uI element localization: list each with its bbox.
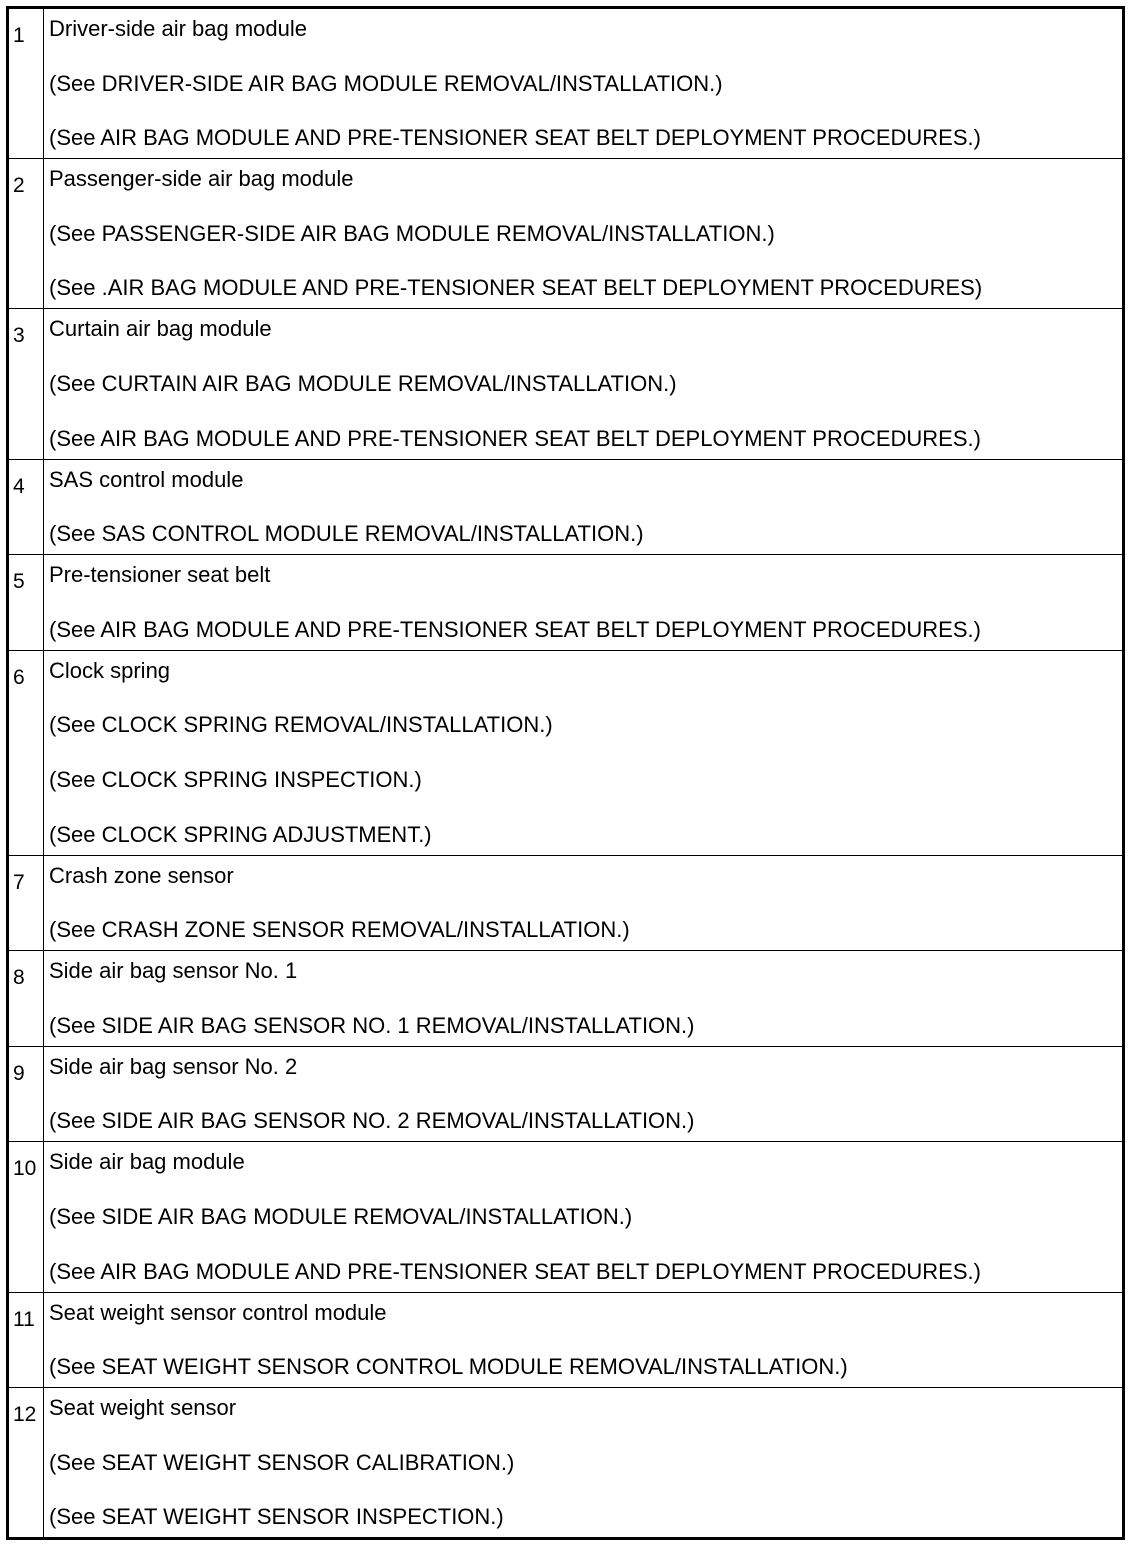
row-number: 2 [8, 159, 44, 309]
table-body [8, 8, 1124, 1539]
component-name: Curtain air bag module [49, 316, 272, 342]
reference-link[interactable]: (See AIR BAG MODULE AND PRE-TENSIONER SEAT BELT DEPLOYMENT PROCEDURES.) [49, 425, 981, 451]
component-name: Seat weight sensor control module [49, 1299, 387, 1325]
component-name: Side air bag sensor No. 1 [49, 958, 298, 984]
component-name: Seat weight sensor [49, 1395, 237, 1421]
row-number: 7 [8, 855, 44, 951]
row-content [44, 1046, 1124, 1142]
component-name: Crash zone sensor [49, 862, 234, 888]
reference-link[interactable]: (See SEAT WEIGHT SENSOR INSPECTION.) [49, 1504, 504, 1530]
row-number: 3 [8, 309, 44, 459]
row-content [44, 159, 1124, 309]
row-content [44, 1388, 1124, 1539]
row-number: 4 [8, 459, 44, 555]
reference-link[interactable]: (See AIR BAG MODULE AND PRE-TENSIONER SEAT BELT DEPLOYMENT PROCEDURES.) [49, 616, 981, 642]
row-number: 8 [8, 951, 44, 1047]
table-row [8, 1388, 1124, 1539]
row-content [44, 459, 1124, 555]
row-number: 5 [8, 555, 44, 651]
component-name: Passenger-side air bag module [49, 166, 354, 192]
row-number: 10 [8, 1142, 44, 1292]
component-name: Pre-tensioner seat belt [49, 562, 271, 588]
row-content [44, 8, 1124, 159]
table-row [8, 459, 1124, 555]
reference-link[interactable]: (See AIR BAG MODULE AND PRE-TENSIONER SEAT BELT DEPLOYMENT PROCEDURES.) [49, 125, 981, 151]
reference-link[interactable]: (See SIDE AIR BAG MODULE REMOVAL/INSTALLATION.) [49, 1203, 633, 1229]
reference-link[interactable]: (See CURTAIN AIR BAG MODULE REMOVAL/INSTALLATION.) [49, 370, 677, 396]
component-name: Driver-side air bag module [49, 16, 307, 41]
row-content [44, 1292, 1124, 1388]
table-row [8, 8, 1124, 159]
reference-link[interactable]: (See CLOCK SPRING REMOVAL/INSTALLATION.) [49, 712, 553, 738]
component-name: Side air bag module [49, 1149, 245, 1175]
table-row [8, 309, 1124, 459]
row-number: 6 [8, 650, 44, 855]
row-content [44, 650, 1124, 855]
row-number: 9 [8, 1046, 44, 1142]
table-row [8, 951, 1124, 1047]
reference-link[interactable]: (See CRASH ZONE SENSOR REMOVAL/INSTALLATION.) [49, 917, 630, 943]
row-content [44, 855, 1124, 951]
reference-link[interactable]: (See SAS CONTROL MODULE REMOVAL/INSTALLATION.) [49, 521, 644, 547]
component-reference-table [6, 6, 1125, 1540]
row-content [44, 309, 1124, 459]
component-name: Clock spring [49, 657, 171, 683]
row-number: 11 [8, 1292, 44, 1388]
reference-link[interactable]: (See CLOCK SPRING ADJUSTMENT.) [49, 821, 432, 847]
reference-link[interactable]: (See CLOCK SPRING INSPECTION.) [49, 766, 422, 792]
reference-link[interactable]: (See SEAT WEIGHT SENSOR CONTROL MODULE REMOVAL/INSTALLATION.) [49, 1354, 848, 1380]
reference-link[interactable]: (See SEAT WEIGHT SENSOR CALIBRATION.) [49, 1449, 515, 1475]
table-row [8, 1142, 1124, 1292]
row-content [44, 951, 1124, 1047]
component-name: Side air bag sensor No. 2 [49, 1053, 298, 1079]
row-content [44, 1142, 1124, 1292]
row-number: 1 [8, 8, 44, 159]
reference-link[interactable]: (See SIDE AIR BAG SENSOR NO. 1 REMOVAL/INSTALLATION.) [49, 1012, 695, 1038]
reference-link[interactable]: (See DRIVER-SIDE AIR BAG MODULE REMOVAL/INSTALLATION.) [49, 70, 723, 96]
reference-link[interactable]: (See .AIR BAG MODULE AND PRE-TENSIONER SEAT BELT DEPLOYMENT PROCEDURES) [49, 275, 983, 301]
reference-link[interactable]: (See AIR BAG MODULE AND PRE-TENSIONER SEAT BELT DEPLOYMENT PROCEDURES.) [49, 1258, 981, 1284]
table-row [8, 855, 1124, 951]
reference-link[interactable]: (See SIDE AIR BAG SENSOR NO. 2 REMOVAL/INSTALLATION.) [49, 1108, 695, 1134]
table-row [8, 650, 1124, 855]
table-row [8, 1292, 1124, 1388]
row-content [44, 555, 1124, 651]
row-number: 12 [8, 1388, 44, 1539]
component-name: SAS control module [49, 466, 244, 492]
table-row [8, 159, 1124, 309]
reference-link[interactable]: (See PASSENGER-SIDE AIR BAG MODULE REMOVAL/INSTALLATION.) [49, 220, 775, 246]
table-row [8, 555, 1124, 651]
table-row [8, 1046, 1124, 1142]
